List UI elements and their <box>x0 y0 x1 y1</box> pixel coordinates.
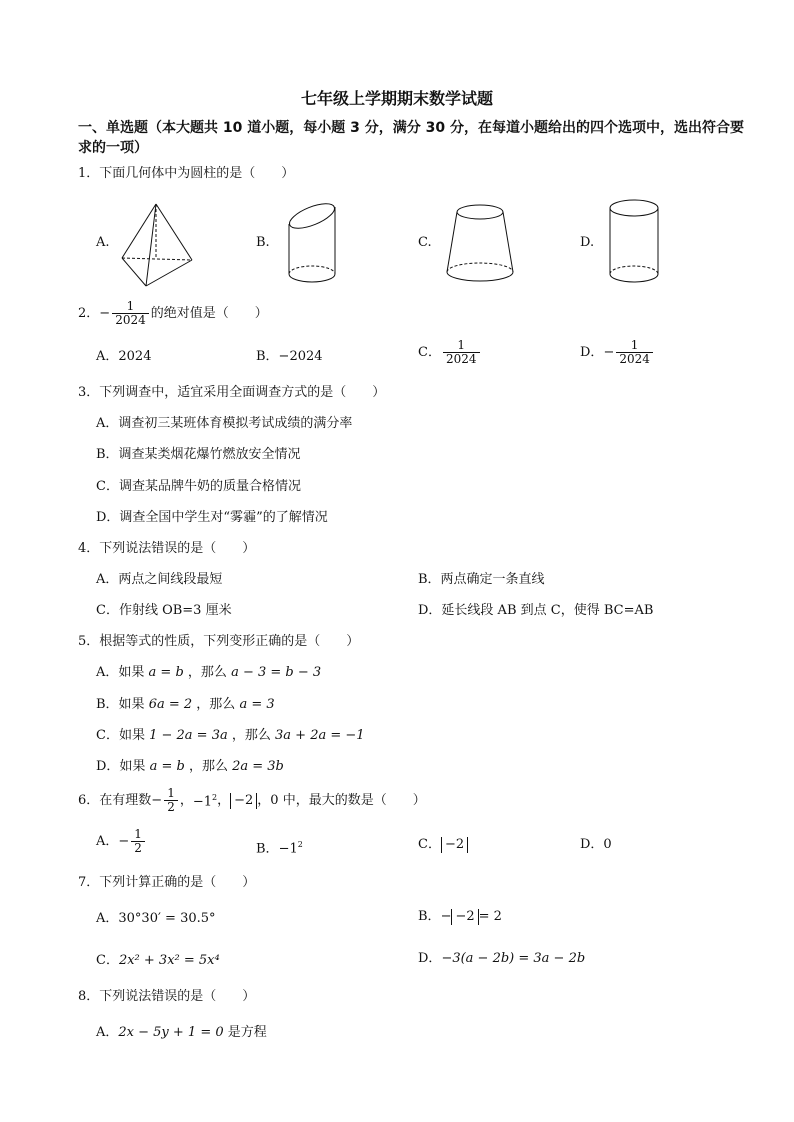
q2-c-numerator: 1 <box>457 338 466 352</box>
question-5-stem: 5．根据等式的性质，下列变形正确的是（ ） <box>78 634 360 649</box>
q5-d-result: 2a = 3b <box>232 759 284 774</box>
q8-a-equation: 2x − 5y + 1 = 0 <box>118 1025 224 1040</box>
q2-fraction-numerator: 1 <box>126 299 135 313</box>
q2-option-d-fraction <box>616 339 653 366</box>
question-1-stem: 1．下面几何体中为圆柱的是（ ） <box>78 166 295 181</box>
q6-b-value: −1 <box>278 841 298 857</box>
q2-fraction <box>112 300 149 327</box>
q7-option-d <box>418 950 585 968</box>
q2-minus: − <box>99 305 111 321</box>
q6-fraction-numerator: 1 <box>167 786 175 800</box>
q2-option-c-fraction <box>443 339 480 366</box>
q5-b-condition: 6a = 2 <box>148 697 193 712</box>
q6-minus: − <box>151 792 163 808</box>
q6-option-b <box>256 836 303 858</box>
q7-d-value: −3(a − 2b) = 3a − 2b <box>441 951 586 966</box>
q4-option-d: D．延长线段 AB 到点 C，使得 BC=AB <box>418 603 654 618</box>
pyramid-figure <box>118 198 198 293</box>
q3-option-d: D．调查全国中学生对“雾霾”的了解情况 <box>96 510 328 525</box>
q5-c-then: ，那么 <box>231 728 271 743</box>
q3-option-a: A．调查初三某班体育模拟考试成绩的满分率 <box>96 416 353 431</box>
q6-a-label: A． <box>96 833 119 849</box>
q1-option-b-label: B. <box>256 235 270 250</box>
q2-d-denominator: 2024 <box>616 352 653 366</box>
q5-a-condition: a = b <box>148 665 184 680</box>
q2-number: 2． <box>78 305 100 321</box>
q5-c-prefix: C．如果 <box>96 728 145 743</box>
q7-c-value: 2x² + 3x² = 5x⁴ <box>118 953 220 968</box>
section-heading: 一、单选题（本大题共 10 道小题，每小题 3 分，满分 30 分，在每道小题给出的四个选项中，选出符合要求的一项） <box>78 120 744 156</box>
q2-stem-tail: 的绝对值是（ ） <box>150 305 268 321</box>
q3-option-c: C．调查某品牌牛奶的质量合格情况 <box>96 479 301 494</box>
q5-c-condition: 1 − 2a = 3a <box>149 728 228 743</box>
q7-a-value: 30°30′ = 30.5° <box>118 911 216 926</box>
q6-a-minus: − <box>118 833 130 849</box>
q2-option-d-label: D． <box>580 344 604 360</box>
q2-option-b: B．−2024 <box>256 349 323 364</box>
q5-d-prefix: D．如果 <box>96 759 146 774</box>
q6-b-label: B． <box>256 841 279 857</box>
q6-a-denominator: 2 <box>131 841 145 855</box>
q5-d-then: ，那么 <box>188 759 228 774</box>
q5-option-a <box>96 664 321 682</box>
q6-fraction <box>164 787 178 814</box>
q6-option-a <box>96 828 147 855</box>
q1-option-d-label: D. <box>580 235 595 250</box>
q3-option-b: B．调查某类烟花爆竹燃放安全情况 <box>96 447 301 462</box>
q7-d-label: D． <box>418 951 442 966</box>
question-7-stem: 7．下列计算正确的是（ ） <box>78 875 256 890</box>
q1-option-c-label: C. <box>418 235 432 250</box>
q2-option-c-label: C． <box>418 344 441 360</box>
q5-c-result: 3a + 2a = −1 <box>275 728 365 743</box>
q6-option-c <box>418 836 468 854</box>
q2-d-minus: − <box>603 344 615 360</box>
q7-b-abs: −2 <box>451 909 478 925</box>
q7-option-b <box>418 908 502 926</box>
question-2-stem <box>78 300 268 327</box>
q6-item2-exponent: 2 <box>212 793 218 803</box>
frustum-figure <box>442 200 517 285</box>
q5-d-condition: a = b <box>149 759 185 774</box>
q5-option-d <box>96 758 284 776</box>
slanted-cylinder-figure <box>285 198 345 288</box>
q6-sep2: ， <box>217 792 231 808</box>
q6-stem-tail: ，0 中，最大的数是（ ） <box>257 792 426 808</box>
q5-option-c <box>96 727 365 745</box>
q8-a-tail: 是方程 <box>227 1025 267 1040</box>
q6-sep1: ， <box>179 792 193 808</box>
q2-option-c <box>418 339 482 366</box>
q6-item2 <box>193 789 217 811</box>
q2-option-d <box>580 339 655 366</box>
q6-option-d: D．0 <box>580 837 612 852</box>
q2-fraction-denominator: 2024 <box>112 313 149 327</box>
q6-item3: −2 <box>230 793 257 809</box>
q5-b-result: a = 3 <box>239 697 275 712</box>
q5-a-prefix: A．如果 <box>96 665 145 680</box>
q2-c-denominator: 2024 <box>443 352 480 366</box>
q6-stem-prefix: 6．在有理数 <box>78 792 152 808</box>
q5-a-result: a − 3 = b − 3 <box>231 665 322 680</box>
q6-c-value: −2 <box>441 837 468 853</box>
question-8-stem: 8．下列说法错误的是（ ） <box>78 989 256 1004</box>
q2-option-a: A．2024 <box>96 349 152 364</box>
q6-item2-base: −1 <box>192 794 213 810</box>
q6-c-label: C． <box>418 837 441 852</box>
q7-option-a <box>96 910 216 928</box>
q5-option-b <box>96 696 275 714</box>
q7-b-label: B． <box>418 909 441 924</box>
q7-b-minus: − <box>440 909 452 924</box>
q6-b-exponent: 2 <box>297 840 303 849</box>
q8-option-a <box>96 1024 267 1042</box>
q4-option-a: A．两点之间线段最短 <box>96 572 223 587</box>
question-6-stem <box>78 787 426 814</box>
q5-a-then: ，那么 <box>187 665 227 680</box>
q5-b-prefix: B．如果 <box>96 697 145 712</box>
question-3-stem: 3．下列调查中，适宜采用全面调查方式的是（ ） <box>78 385 386 400</box>
q1-option-a-label: A. <box>96 235 110 250</box>
question-4-stem: 4．下列说法错误的是（ ） <box>78 541 256 556</box>
cylinder-figure <box>606 198 666 288</box>
q4-option-c: C．作射线 OB=3 厘米 <box>96 603 232 618</box>
page-title: 七年级上学期期末数学试题 <box>300 89 493 108</box>
q6-a-fraction <box>131 828 145 855</box>
q8-a-label: A． <box>96 1025 119 1040</box>
q7-b-result: = 2 <box>478 909 502 924</box>
q6-a-numerator: 1 <box>134 827 142 841</box>
q5-b-then: ，那么 <box>196 697 236 712</box>
q6-fraction-denominator: 2 <box>164 800 178 814</box>
q7-a-label: A． <box>96 911 119 926</box>
q2-d-numerator: 1 <box>630 338 639 352</box>
q4-option-b: B．两点确定一条直线 <box>418 572 545 587</box>
q7-option-c <box>96 952 220 970</box>
q7-c-label: C． <box>96 953 119 968</box>
